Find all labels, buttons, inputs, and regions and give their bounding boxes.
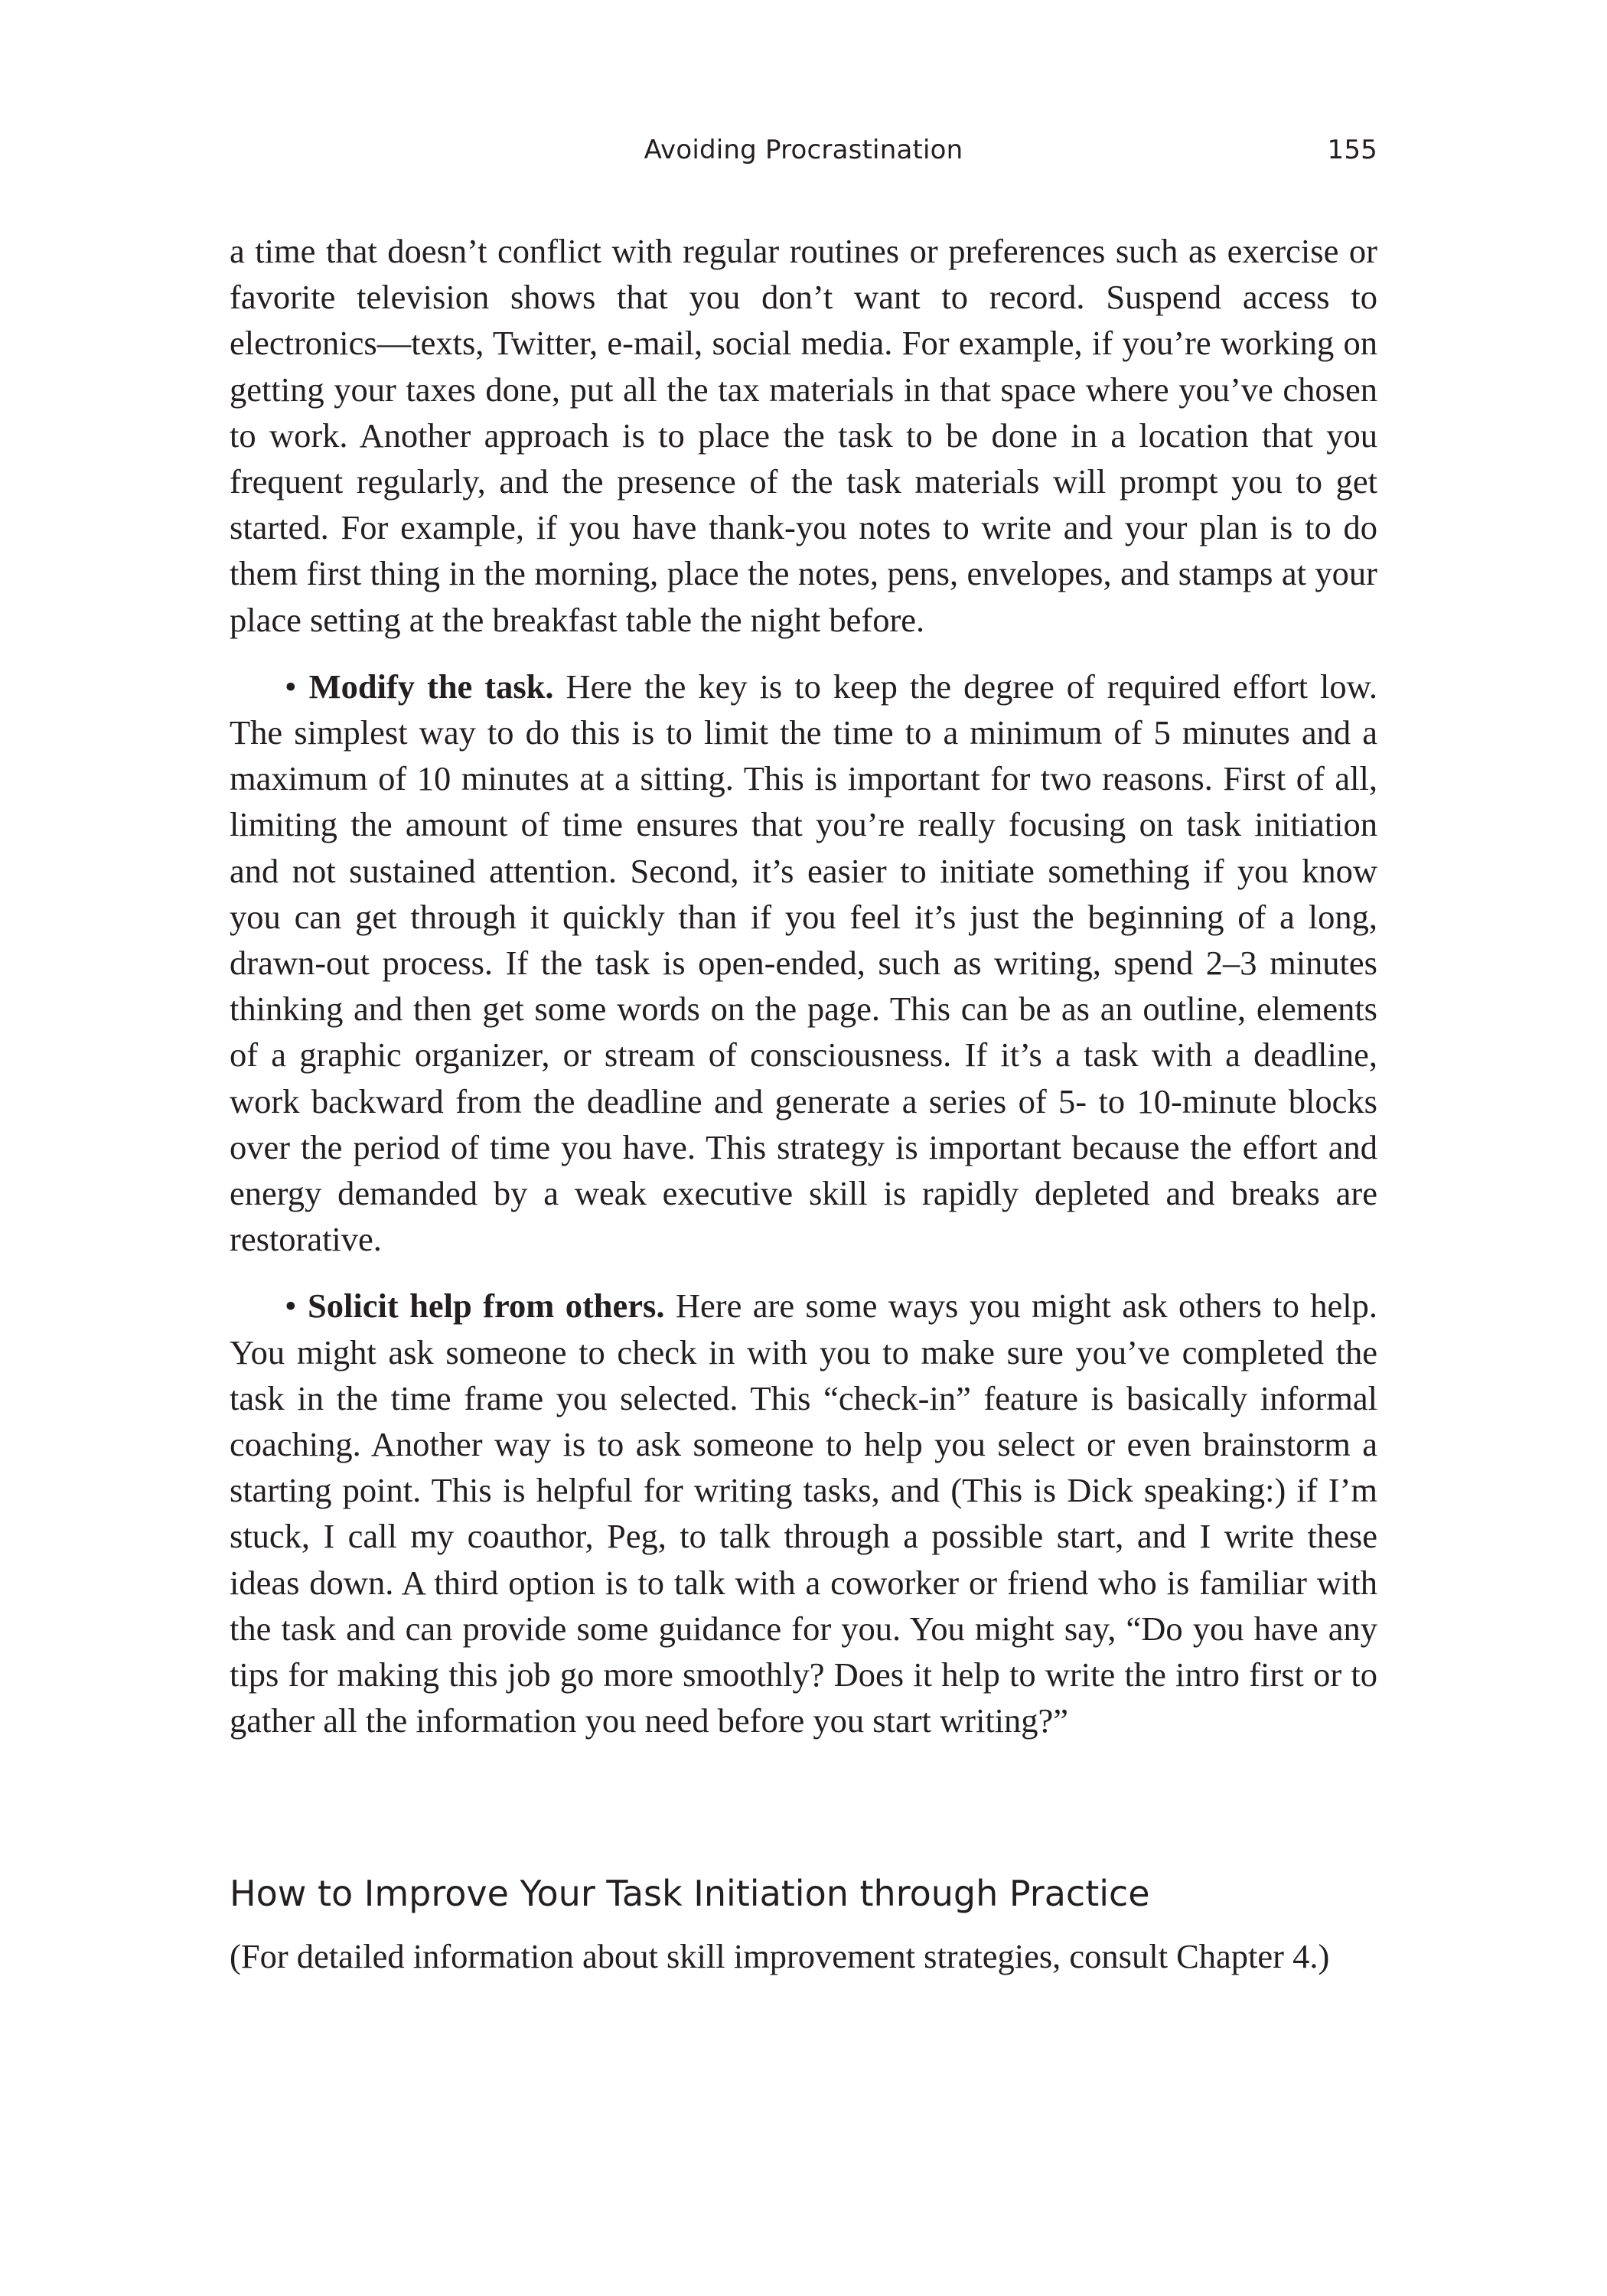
continued-paragraph: a time that doesn’t conflict with regular routines or preferences such as exercise or favorite television shows that you don’t want to record. Suspend access to electronics—texts, Twitter, e-mail, social media. For example, if you’re working on getting your taxes done, put all the tax materials in that space where you’ve chosen to work. Another approach is to place the task to be done in a location that you frequent regularly, and the presence of the task materials will prompt you to get started. For example, if you have thank-you notes to write and your plan is to do them first thing in the morning, place the notes, pens, envelopes, and stamps at your place setting at the breakfast table the night before. xyxy=(230,232,1377,639)
bullet-lead-text: Modify the task. xyxy=(308,667,554,706)
running-head xyxy=(230,135,1377,173)
bullet-icon: • xyxy=(285,1287,297,1326)
body-text xyxy=(230,228,1377,1765)
bullet-item-modify-task xyxy=(230,664,1377,1263)
page-number: 155 xyxy=(1327,135,1377,165)
bullet-item-solicit-help xyxy=(230,1283,1377,1743)
bullet-body-text: Here the key is to keep the degree of required effort low. The simplest way to do this is to limit the time to a minimum of 5 minutes and a maximum of 10 minutes at a sitting. This is important for two reasons. First of all, limiting the amount of time ensures that you’re really focusing on task initiation and not sustained attention. Second, it’s easier to initiate something if you know you can get through it quickly than if you feel it’s just the beginning of a long, drawn-out process. If the task is open-ended, such as writing, spend 2–3 minutes thinking and then get some words on the page. This can be as an outline, elements of a graphic organizer, or stream of consciousness. If it’s a task with a deadline, work backward from the deadline and generate a series of 5- to 10-minute blocks over the period of time you have. This strategy is important because the effort and energy demanded by a weak executive skill is rapidly depleted and breaks are restorative. xyxy=(230,667,1377,1259)
section-heading: How to Improve Your Task Initiation through Practice xyxy=(230,1873,1150,1914)
running-head-title: Avoiding Procrastination xyxy=(644,135,963,165)
section-note: (For detailed information about skill improvement strategies, consult Chapter 4.) xyxy=(230,1937,1330,1975)
bullet-lead-text: Solicit help from others. xyxy=(308,1287,665,1326)
bullet-icon: • xyxy=(285,667,297,706)
bullet-body-text: Here are some ways you might ask others to help. You might ask someone to check in with you to make sure you’ve completed the task in the time frame you selected. This “check-in” feature is basically informal coaching. Another way is to ask someone to help you select or even brainstorm a starting point. This is helpful for writing tasks, and (This is Dick speaking:) if I’m stuck, I call my coauthor, Peg, to talk through a possible start, and I write these ideas down. A third option is to talk with a coworker or friend who is familiar with the task and can provide some guidance for you. You might say, “Do you have any tips for making this job go more smoothly? Does it help to write the intro first or to gather all the information you need before you start writing?” xyxy=(230,1287,1378,1740)
